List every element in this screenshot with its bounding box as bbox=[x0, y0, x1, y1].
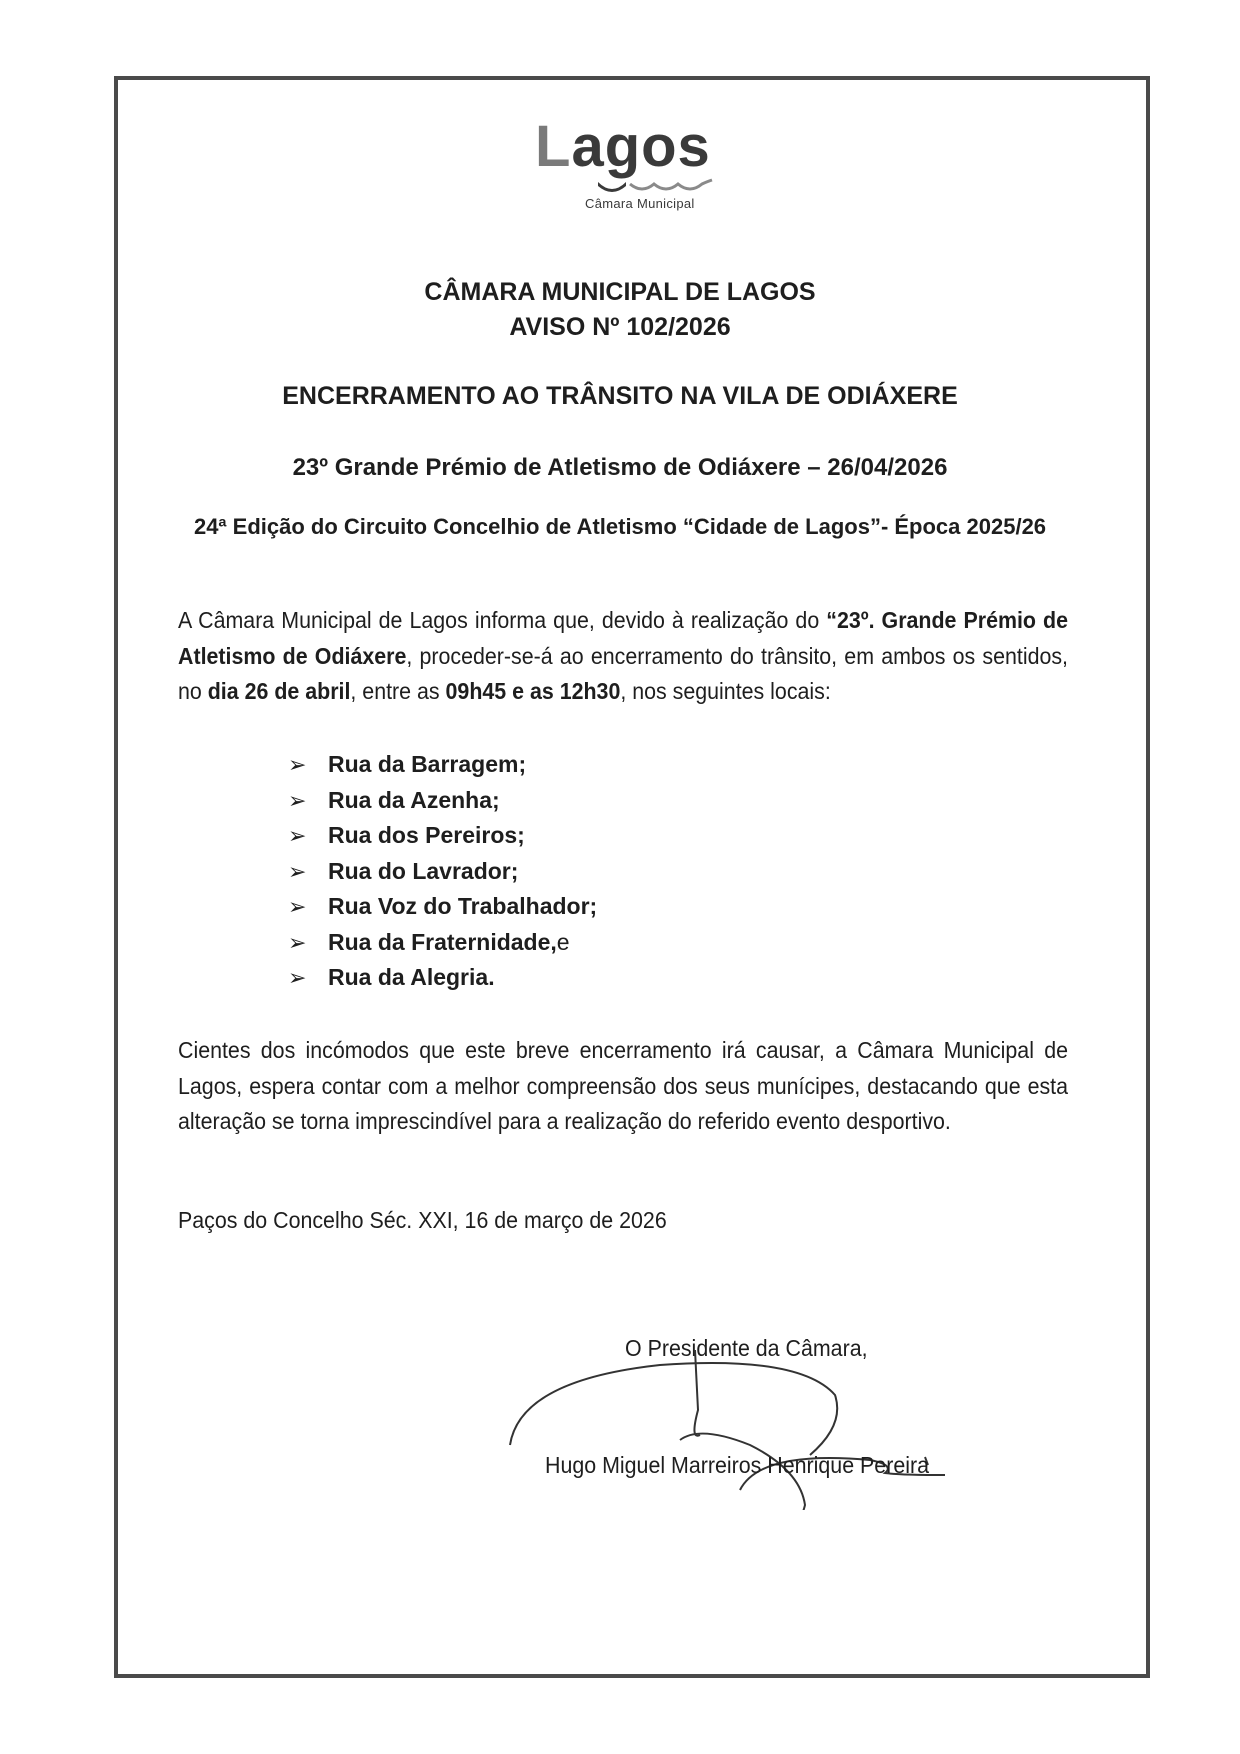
list-item bbox=[288, 960, 597, 996]
logo-subtitle: Câmara Municipal bbox=[585, 196, 695, 211]
arrow-bullet-icon: ➢ bbox=[288, 823, 307, 848]
street-name: Rua dos Pereiros; bbox=[328, 822, 525, 848]
street-list bbox=[288, 747, 597, 996]
street-name: Rua da Azenha; bbox=[328, 786, 500, 813]
intro-text-4: , nos seguintes locais: bbox=[620, 678, 831, 704]
arrow-bullet-icon: ➢ bbox=[288, 787, 307, 813]
intro-text-2: , proceder-se-á ao encerramento do trânsito, em ambos os sentidos, no bbox=[178, 642, 1069, 704]
intro-date: dia 26 de abril bbox=[207, 678, 351, 704]
street-name: Rua do Lavrador; bbox=[328, 857, 519, 884]
street-name: Rua da Barragem; bbox=[328, 751, 527, 777]
street-name: Rua da Fraternidade, bbox=[328, 928, 557, 955]
intro-paragraph bbox=[178, 603, 1068, 710]
signatory-role: O Presidente da Câmara, bbox=[625, 1335, 868, 1361]
list-item bbox=[288, 889, 597, 925]
list-item bbox=[288, 783, 597, 819]
list-item bbox=[288, 747, 597, 783]
circuit-subtitle: 24ª Edição do Circuito Concelhio de Atletismo “Cidade de Lagos”- Época 2025/26 bbox=[193, 514, 1047, 539]
lagos-logo bbox=[535, 114, 711, 179]
signatory-name: Hugo Miguel Marreiros Henrique Pereira bbox=[545, 1452, 930, 1478]
list-item bbox=[288, 818, 597, 854]
logo-word-rest: agos bbox=[571, 114, 711, 179]
list-item bbox=[288, 854, 597, 890]
street-name: Rua Voz do Trabalhador; bbox=[328, 893, 598, 919]
street-name: Rua da Alegria. bbox=[328, 964, 495, 990]
arrow-bullet-icon: ➢ bbox=[288, 894, 307, 919]
street-suffix: e bbox=[556, 928, 570, 955]
intro-event-name: “23º. Grande Prémio de Atletismo de Odiáxere bbox=[178, 607, 1069, 669]
place-date: Paços do Concelho Séc. XXI, 16 de março de 2026 bbox=[178, 1207, 667, 1233]
institution-heading: CÂMARA MUNICIPAL DE LAGOS bbox=[424, 278, 816, 306]
logo-waves-icon bbox=[596, 178, 714, 196]
list-item bbox=[288, 925, 597, 961]
notice-number: AVISO Nº 102/2026 bbox=[509, 313, 731, 341]
arrow-bullet-icon: ➢ bbox=[288, 965, 307, 990]
event-subtitle: 23º Grande Prémio de Atletismo de Odiáxere – 26/04/2026 bbox=[292, 454, 948, 481]
handwritten-signature-icon bbox=[500, 1340, 970, 1510]
arrow-bullet-icon: ➢ bbox=[288, 858, 307, 884]
intro-text-1: A Câmara Municipal de Lagos informa que, devido à realização do bbox=[178, 607, 827, 633]
intro-text-3: , entre as bbox=[350, 678, 446, 704]
notice-title: ENCERRAMENTO AO TRÂNSITO NA VILA DE ODIÁXERE bbox=[282, 382, 958, 410]
logo-letter-l: L bbox=[535, 114, 572, 179]
arrow-bullet-icon: ➢ bbox=[288, 752, 307, 777]
closing-paragraph: Cientes dos incómodos que este breve encerramento irá causar, a Câmara Municipal de Lagos, espera contar com a melhor compreensão dos seus munícipes, destacando que esta alteração se torna imprescindível para a realização do referido evento desportivo. bbox=[178, 1037, 1069, 1134]
intro-time-range: 09h45 e as 12h30 bbox=[445, 678, 621, 704]
arrow-bullet-icon: ➢ bbox=[288, 929, 307, 955]
